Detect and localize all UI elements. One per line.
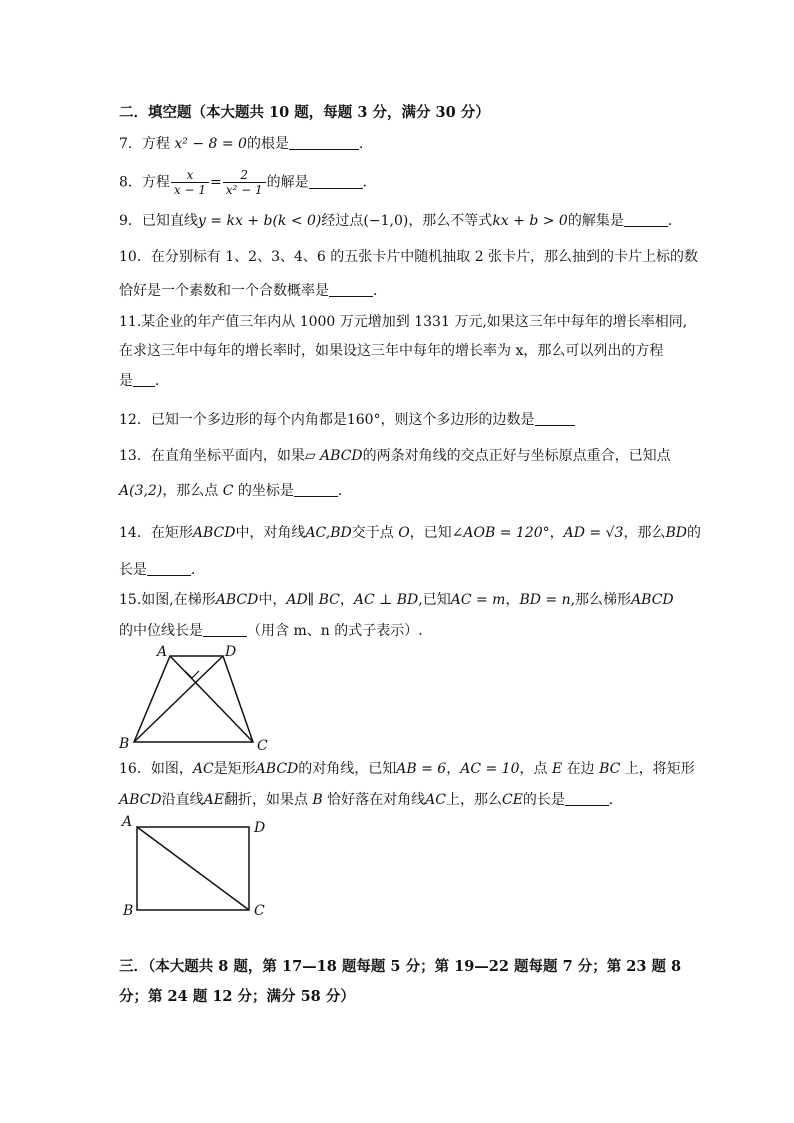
question-10-line1: 10．在分别标有 1、2、3、4、6 的五张卡片中随机抽取 2 张卡片，那么抽到的卡片上标的数 (119, 249, 699, 265)
question-13-line1: 13．在直角坐标平面内，如果▱ ABCD的两条对角线的交点正好与坐标原点重合，已知点 (119, 448, 671, 464)
q7-equation: x² − 8 = 0 (174, 136, 247, 152)
answer-blank[interactable] (624, 212, 668, 227)
section2-heading: 二．填空题（本大题共 10 题，每题 3 分，满分 30 分） (119, 104, 490, 121)
fig16-label-b: B (123, 903, 134, 919)
question-13-line2: A(3,2)，那么点 C 的坐标是 ． (119, 483, 352, 499)
question-14-line2: 长是 ． (119, 562, 205, 578)
question-9: 9．已知直线y = kx + b(k < 0)经过点(−1,0)，那么不等式kx + b > 0的解集是 ． (119, 213, 682, 229)
diagonal-bd (134, 656, 223, 742)
figure-16-rectangle (118, 812, 278, 922)
question-15-line1: 15.如图,在梯形ABCD中，AD∥ BC，AC ⊥ BD,已知AC = m，BD = n,那么梯形ABCD (119, 592, 674, 608)
section3-heading-line2: 分；第 24 题 12 分；满分 58 分） (119, 988, 355, 1005)
answer-blank[interactable] (329, 282, 373, 297)
fig16-label-d: D (254, 820, 266, 836)
answer-blank[interactable] (535, 411, 575, 426)
question-11-line3: 是 ． (119, 373, 169, 389)
question-12: 12．已知一个多边形的每个内角都是160°，则这个多边形的边数是 (119, 410, 575, 430)
question-10-line2: 恰好是一个素数和一个合数概率是 ． (119, 283, 387, 299)
q8-fraction-right: $\frac{2}{\text{x² − 1}}$ (223, 168, 266, 197)
figure-15-trapezoid (115, 640, 285, 755)
fig15-label-d: D (225, 644, 237, 660)
question-16-line1: 16．如图，AC是矩形ABCD的对角线，已知AB = 6，AC = 10，点 E 在边 BC 上，将矩形 (119, 761, 695, 777)
section3-heading-line1: 三．（本大题共 8 题，第 17—18 题每题 5 分；第 19—22 题每题 7 分；第 23 题 8 (119, 958, 682, 975)
q8-fraction-left: $\frac{x}{x - 1}$ (171, 168, 209, 197)
diagonal-ac (170, 656, 253, 742)
fig15-label-a: A (157, 644, 168, 660)
question-7: 7．方程 x² − 8 = 0的根是 ． (119, 136, 373, 152)
answer-blank[interactable] (309, 174, 363, 189)
answer-blank[interactable] (147, 561, 191, 576)
question-8: 8．方程 $\frac{x}{x - 1}$ = $\frac{2}{\text{x² − 1}}$ 的解是 ． (119, 168, 377, 197)
fig16-label-c: C (254, 903, 265, 919)
question-15-line2: 的中位线长是 （用含 m、n 的式子表示）. (119, 623, 423, 639)
fig16-label-a: A (122, 814, 133, 830)
question-11-line1: 11.某企业的年产值三年内从 1000 万元增加到 1331 万元,如果这三年中每年的增长率相同, (119, 314, 688, 330)
trapezoid-outline (134, 656, 253, 742)
answer-blank[interactable] (289, 135, 359, 150)
answer-blank[interactable] (294, 482, 338, 497)
fig15-label-b: B (119, 736, 130, 752)
diagonal-ac (137, 827, 249, 910)
question-11-line2: 在求这三年中每年的增长率时，如果设这三年中每年的增长率为 x，那么可以列出的方程 (119, 343, 664, 359)
answer-blank[interactable] (565, 791, 609, 806)
question-16-line2: ABCD沿直线AE翻折，如果点 B 恰好落在对角线AC上，那么CE的长是 ． (119, 792, 623, 808)
question-14-line1: 14．在矩形ABCD中，对角线AC,BD交于点 O，已知∠AOB = 120°，AD = √3，那么BD的 (119, 525, 701, 541)
answer-blank[interactable] (133, 372, 155, 387)
answer-blank[interactable] (203, 622, 247, 637)
fig15-label-c: C (257, 738, 268, 754)
